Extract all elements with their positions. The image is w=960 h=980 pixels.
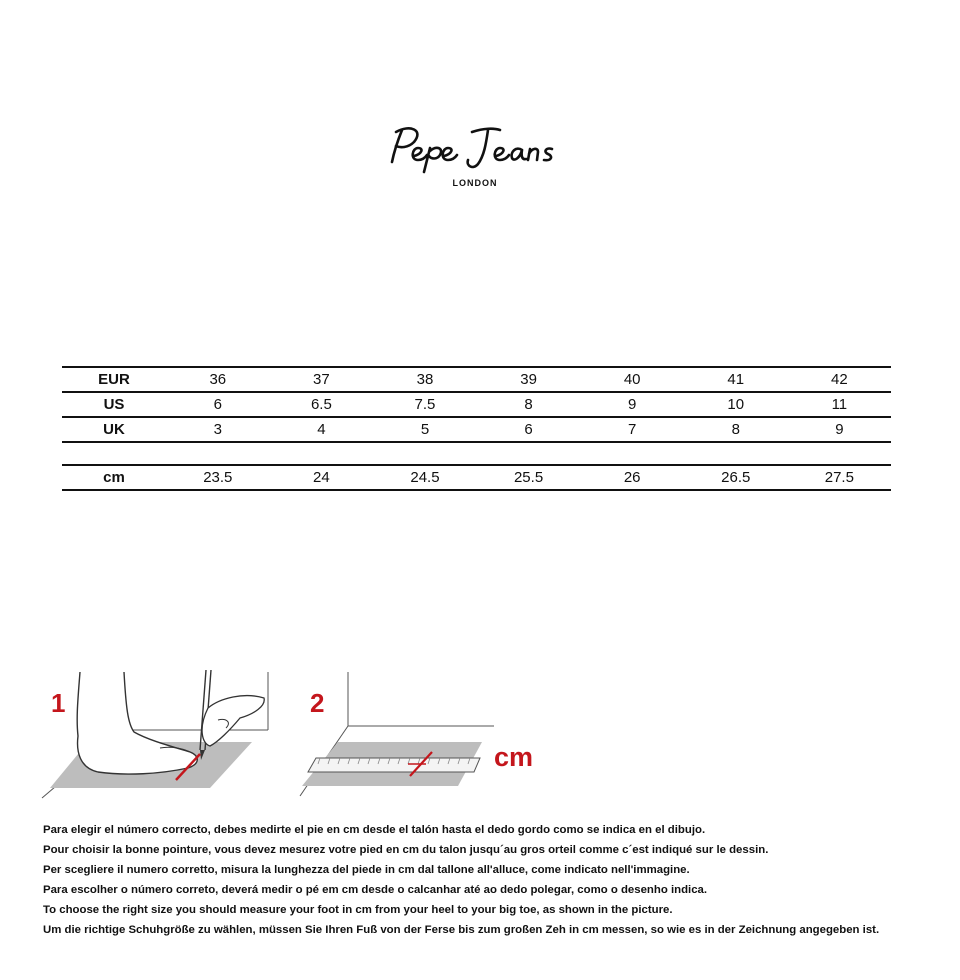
- unit-label: cm: [494, 742, 534, 772]
- table-cell: 7.5: [414, 396, 436, 413]
- table-cell: 26.5: [721, 469, 751, 486]
- size-conversion-table: [62, 366, 891, 491]
- table-cell: 24.5: [410, 469, 440, 486]
- table-cell: 23.5: [203, 469, 233, 486]
- table-cell: 5: [420, 421, 430, 438]
- step-1-illustration: [40, 668, 280, 808]
- table-cell: 27.5: [824, 469, 854, 486]
- table-cell: 39: [520, 371, 537, 388]
- table-cell: 6: [524, 421, 533, 438]
- brand-subtitle: LONDON: [452, 178, 498, 188]
- foot-measuring-icon: [40, 668, 280, 803]
- table-row-cm: [62, 466, 891, 489]
- instruction-fr: Pour choisir la bonne pointure, vous devez mesurez votre pied en cm du talon jusqu´au gros orteil comme c´est indiqué sur le dessin.: [43, 844, 769, 856]
- table-cell: 7: [628, 421, 637, 438]
- table-row-us: [62, 393, 891, 416]
- table-cell: 11: [831, 396, 848, 413]
- table-cell: 36: [209, 371, 227, 388]
- table-cell: 37: [313, 371, 330, 388]
- pepe-jeans-logo-icon: [380, 118, 570, 176]
- instruction-es: Para elegir el número correcto, debes medirte el pie en cm desde el talón hasta el dedo gordo como se indica en el dibujo.: [43, 824, 706, 836]
- instruction-it: Per scegliere il numero corretto, misura la lunghezza del piede in cm dal tallone all'alluce, come indicato nell'immagine.: [43, 864, 690, 876]
- brand-logo: [380, 118, 570, 198]
- table-cell: 8: [731, 421, 740, 438]
- table-cell: 3: [213, 421, 222, 438]
- step-2-illustration: [298, 668, 498, 808]
- row-label: EUR: [98, 371, 130, 388]
- table-cell: 38: [416, 371, 434, 388]
- instruction-pt: Para escolher o número correto, deverá medir o pé em cm desde o calcanhar até ao dedo polegar, como o desenho indica.: [43, 884, 708, 896]
- table-cell: 24: [313, 469, 330, 486]
- table-cell: 41: [727, 371, 745, 388]
- table-cell: 42: [831, 371, 848, 388]
- table-rule: [62, 489, 891, 491]
- table-cell: 9: [628, 396, 637, 413]
- ruler-measuring-icon: [298, 668, 498, 803]
- table-row-eur: [62, 368, 891, 391]
- table-cell: 26: [623, 469, 641, 486]
- step-2-number: 2: [310, 688, 325, 718]
- table-cell: 10: [727, 396, 745, 413]
- table-cell: 40: [623, 371, 641, 388]
- instruction-de: Um die richtige Schuhgröße zu wählen, müssen Sie Ihren Fuß von der Ferse bis zum großen Zeh in cm messen, so wie es in der Zeichnung angegeben ist.: [43, 924, 880, 936]
- row-label: US: [103, 396, 125, 413]
- table-cell: 6.5: [310, 396, 332, 413]
- row-label: UK: [103, 421, 125, 438]
- table-cell: 4: [317, 421, 326, 438]
- table-row-uk: [62, 418, 891, 441]
- table-cell: 6: [213, 396, 222, 413]
- table-cell: 8: [524, 396, 533, 413]
- table-cell: 9: [835, 421, 844, 438]
- instruction-en: To choose the right size you should measure your foot in cm from your heel to your big toe, as shown in the picture.: [43, 904, 673, 916]
- row-label: cm: [103, 469, 125, 486]
- step-1-number: 1: [51, 688, 66, 718]
- instructions-block: [43, 820, 943, 940]
- table-cell: 25.5: [513, 469, 544, 486]
